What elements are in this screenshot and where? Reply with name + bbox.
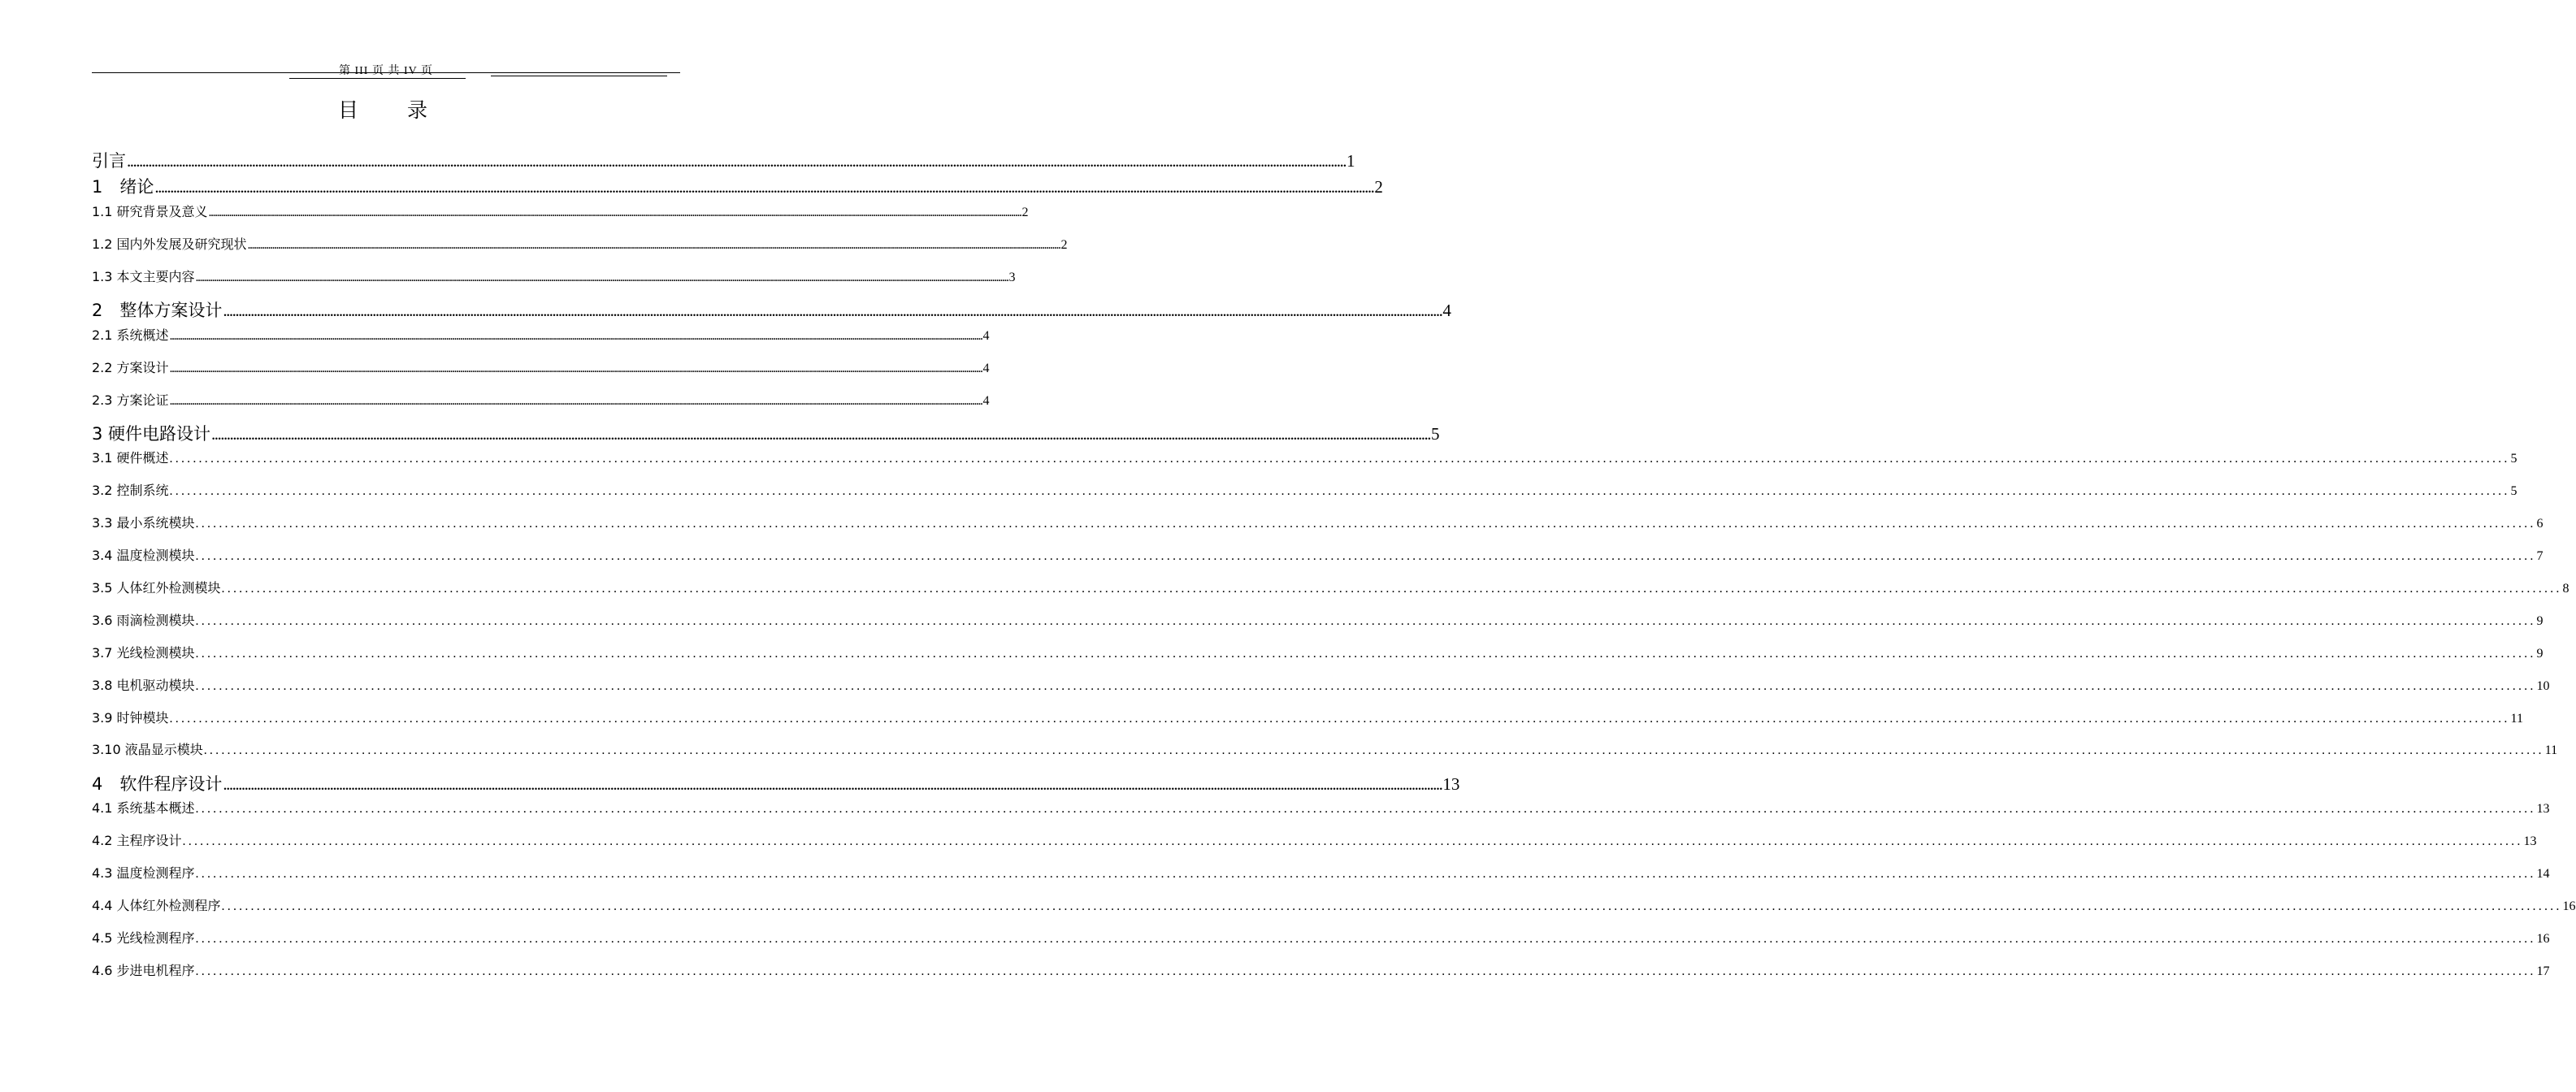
toc-entry-page-number: 5 xyxy=(2510,484,2517,498)
toc-title: 目 录 xyxy=(338,98,449,122)
toc-entry-label: 3.3 最小系统模块 xyxy=(92,515,195,531)
toc-entry-label: 3 硬件电路设计 xyxy=(92,424,211,444)
toc-leader-dots: ................................................................................................................................................................................................................................................................................................................................................................................................................ xyxy=(195,647,2536,661)
toc-entry-label: 3.5 人体红外检测模块 xyxy=(92,580,221,596)
toc-entry-label: 4.3 温度检测程序 xyxy=(92,865,195,881)
toc-entry-label: 1 绪论 xyxy=(92,177,154,197)
toc-entry-label: 2.1 系统概述 xyxy=(92,327,169,343)
toc-entry-page-number: 4 xyxy=(982,362,990,375)
toc-leader-dots: ................................................................................................................................................................................................................................................................................................................................................................................................................ xyxy=(195,932,2536,946)
toc-leader-dots: ................................................................................................................................................................................................................................................................................................................................................................................................................ xyxy=(208,206,1021,219)
toc-entry[interactable] xyxy=(92,358,990,377)
toc-entry[interactable] xyxy=(92,480,2517,500)
toc-entry-page-number: 4 xyxy=(982,394,990,408)
toc-entry-page-number: 17 xyxy=(2536,964,2550,978)
toc-entry-page-number: 16 xyxy=(2562,899,2576,913)
toc-entry-label: 引言 xyxy=(92,151,126,171)
toc-entry-page-number: 2 xyxy=(1374,177,1383,197)
toc-entry[interactable] xyxy=(92,578,2569,597)
toc-entry[interactable] xyxy=(92,895,2576,915)
toc-leader-dots: ................................................................................................................................................................................................................................................................................................................................................................................................................ xyxy=(195,271,1008,284)
toc-entry[interactable] xyxy=(92,960,2550,980)
toc-entry[interactable] xyxy=(92,643,2543,662)
toc-entry[interactable] xyxy=(92,708,2523,727)
toc-entry-label: 3.2 控制系统 xyxy=(92,483,169,498)
toc-entry-page-number: 16 xyxy=(2536,932,2550,946)
toc-leader-dots: ................................................................................................................................................................................................................................................................................................................................................................................................................ xyxy=(169,394,982,408)
toc-entry[interactable] xyxy=(92,610,2543,630)
toc-leader-dots: ................................................................................................................................................................................................................................................................................................................................................................................................................ xyxy=(195,964,2536,978)
toc-entry-label: 4.2 主程序设计 xyxy=(92,833,182,848)
toc-entry-label: 3.4 温度检测模块 xyxy=(92,548,195,563)
toc-entry[interactable] xyxy=(92,928,2550,947)
toc-leader-dots: ................................................................................................................................................................................................................................................................................................................................................................................................................ xyxy=(169,452,2510,466)
toc-entry-page-number: 14 xyxy=(2536,867,2550,881)
toc-entry-page-number: 7 xyxy=(2536,549,2543,563)
toc-entry-page-number: 13 xyxy=(1442,774,1460,794)
toc-leader-dots: ................................................................................................................................................................................................................................................................................................................................................................................................................ xyxy=(169,362,982,375)
toc-entry-label: 3.9 时钟模块 xyxy=(92,710,169,726)
toc-entry-label: 1.2 国内外发展及研究现状 xyxy=(92,236,247,252)
toc-entry-label: 4.4 人体红外检测程序 xyxy=(92,898,221,913)
toc-entry[interactable] xyxy=(92,421,1440,444)
toc-leader-dots: ................................................................................................................................................................................................................................................................................................................................................................................................................ xyxy=(195,517,2536,531)
toc-entry[interactable] xyxy=(92,830,2537,850)
toc-entry[interactable] xyxy=(92,448,2517,467)
toc-leader-dots: ................................................................................................................................................................................................................................................................................................................................................................................................................ xyxy=(195,802,2536,816)
toc-entry-label: 1.1 研究背景及意义 xyxy=(92,204,208,219)
toc-entry-page-number: 4 xyxy=(1442,301,1451,320)
toc-entry[interactable] xyxy=(92,390,990,410)
toc-entry[interactable] xyxy=(92,234,1068,254)
page-header: 第 III 页 共 IV 页 xyxy=(338,65,433,77)
toc-entry-label: 4.1 系统基本概述 xyxy=(92,800,195,816)
toc-entry[interactable] xyxy=(92,545,2543,565)
toc-entry-page-number: 2 xyxy=(1021,206,1029,219)
toc-entry-page-number: 11 xyxy=(2510,712,2523,726)
toc-entry-page-number: 3 xyxy=(1008,271,1016,284)
toc-entry[interactable] xyxy=(92,174,1383,197)
toc-leader-dots: ................................................................................................................................................................................................................................................................................................................................................................................................................ xyxy=(195,679,2536,693)
toc-leader-dots: ................................................................................................................................................................................................................................................................................................................................................................................................................ xyxy=(169,329,982,343)
toc-entry-label: 4 软件程序设计 xyxy=(92,774,223,794)
toc-entry[interactable] xyxy=(92,771,1460,794)
toc-leader-dots: ................................................................................................................................................................................................................................................................................................................................................................................................................ xyxy=(223,301,1442,320)
toc-leader-dots: ................................................................................................................................................................................................................................................................................................................................................................................................................ xyxy=(154,177,1374,197)
toc-entry-label: 4.6 步进电机程序 xyxy=(92,963,195,978)
toc-entry-page-number: 9 xyxy=(2536,614,2543,628)
toc-leader-dots: ................................................................................................................................................................................................................................................................................................................................................................................................................ xyxy=(169,484,2510,498)
toc-entry-page-number: 8 xyxy=(2562,582,2569,596)
toc-entry-label: 2.3 方案论证 xyxy=(92,392,169,408)
toc-leader-dots: ................................................................................................................................................................................................................................................................................................................................................................................................................ xyxy=(195,549,2536,563)
toc-entry-page-number: 2 xyxy=(1060,238,1068,252)
toc-entry-label: 3.7 光线检测模块 xyxy=(92,645,195,661)
toc-leader-dots: ................................................................................................................................................................................................................................................................................................................................................................................................................ xyxy=(203,743,2544,757)
toc-leader-dots: ................................................................................................................................................................................................................................................................................................................................................................................................................ xyxy=(169,712,2510,726)
toc-entry[interactable] xyxy=(92,325,990,344)
toc-leader-dots: ................................................................................................................................................................................................................................................................................................................................................................................................................ xyxy=(211,424,1431,444)
toc-entry-page-number: 10 xyxy=(2536,679,2550,693)
toc-entry-page-number: 1 xyxy=(1347,151,1355,171)
toc-leader-dots: ................................................................................................................................................................................................................................................................................................................................................................................................................ xyxy=(127,151,1346,171)
toc-entry-page-number: 4 xyxy=(982,329,990,343)
toc-entry-label: 3.6 雨滴检测模块 xyxy=(92,613,195,628)
toc-entry-label: 3.1 硬件概述 xyxy=(92,450,169,466)
toc-entry-label: 2.2 方案设计 xyxy=(92,360,169,375)
toc-entry[interactable] xyxy=(92,739,2558,759)
toc-entry[interactable] xyxy=(92,202,1029,221)
toc-entry[interactable] xyxy=(92,863,2550,882)
toc-entry-page-number: 6 xyxy=(2536,517,2543,531)
toc-entry-label: 3.10 液晶显示模块 xyxy=(92,742,203,757)
toc-entry[interactable] xyxy=(92,148,1355,171)
toc-entry-page-number: 9 xyxy=(2536,647,2543,661)
toc-leader-dots: ................................................................................................................................................................................................................................................................................................................................................................................................................ xyxy=(221,899,2562,913)
toc-entry[interactable] xyxy=(92,266,1016,286)
header-rule-left xyxy=(289,78,466,79)
toc-leader-dots: ................................................................................................................................................................................................................................................................................................................................................................................................................ xyxy=(182,834,2523,848)
toc-leader-dots: ................................................................................................................................................................................................................................................................................................................................................................................................................ xyxy=(195,614,2536,628)
toc-leader-dots: ................................................................................................................................................................................................................................................................................................................................................................................................................ xyxy=(221,582,2562,596)
toc-entry-label: 3.8 电机驱动模块 xyxy=(92,678,195,693)
toc-entry-label: 4.5 光线检测程序 xyxy=(92,930,195,946)
toc-entry-page-number: 11 xyxy=(2544,743,2558,757)
toc-entry-page-number: 5 xyxy=(2510,452,2517,466)
toc-leader-dots: ................................................................................................................................................................................................................................................................................................................................................................................................................ xyxy=(195,867,2536,881)
toc-entry-page-number: 13 xyxy=(2536,802,2550,816)
toc-leader-dots: ................................................................................................................................................................................................................................................................................................................................................................................................................ xyxy=(247,238,1060,252)
toc-entry-label: 2 整体方案设计 xyxy=(92,301,223,320)
toc-entry-page-number: 5 xyxy=(1431,424,1440,444)
toc-leader-dots: ................................................................................................................................................................................................................................................................................................................................................................................................................ xyxy=(223,774,1442,794)
toc-entry-page-number: 13 xyxy=(2523,834,2537,848)
toc-entry[interactable] xyxy=(92,675,2550,695)
toc-entry[interactable] xyxy=(92,798,2550,817)
toc-entry-label: 1.3 本文主要内容 xyxy=(92,269,195,284)
toc-entry[interactable] xyxy=(92,297,1451,320)
toc-entry[interactable] xyxy=(92,513,2543,532)
